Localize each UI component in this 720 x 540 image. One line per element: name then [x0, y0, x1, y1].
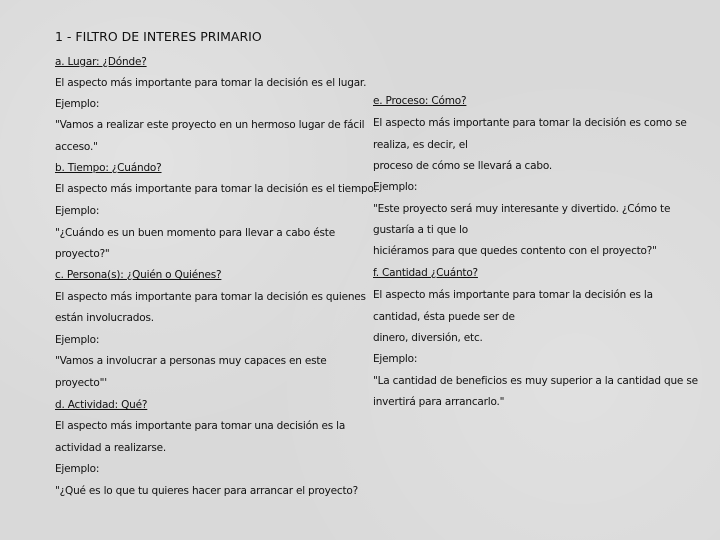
section-b-description: El aspecto más importante para tomar la decisión es el tiempo. [55, 183, 377, 195]
section-e-example-line-3: hiciéramos para que quedes contento con el proyecto?" [373, 245, 657, 257]
section-d-example-label: Ejemplo: [55, 463, 100, 475]
page-title: 1 - FILTRO DE INTERES PRIMARIO [55, 29, 262, 44]
section-b-heading: b. Tiempo: ¿Cuándo? [55, 162, 162, 174]
section-a-description: El aspecto más importante para tomar la decisión es el lugar. [55, 77, 367, 89]
section-a-example-line-1: "Vamos a realizar este proyecto en un hermoso lugar de fácil [55, 119, 365, 131]
section-b-example-line-1: "¿Cuándo es un buen momento para llevar a cabo éste [55, 227, 335, 239]
section-e-description-line-2: realiza, es decir, el [373, 139, 468, 151]
section-a-example-label: Ejemplo: [55, 98, 100, 110]
section-a-heading: a. Lugar: ¿Dónde? [55, 56, 147, 68]
section-f-description-line-3: dinero, diversión, etc. [373, 332, 483, 344]
section-c-description-line-2: están involucrados. [55, 312, 154, 324]
section-d-description-line-2: actividad a realizarse. [55, 442, 166, 454]
section-c-example-line-1: "Vamos a involucrar a personas muy capaces en este [55, 355, 327, 367]
section-d-description-line-1: El aspecto más importante para tomar una decisión es la [55, 420, 346, 432]
section-c-example-label: Ejemplo: [55, 334, 100, 346]
section-b-example-line-2: proyecto?" [55, 248, 110, 260]
section-e-description-line-1: El aspecto más importante para tomar la decisión es como se [373, 117, 687, 129]
section-f-heading: f. Cantidad ¿Cuánto? [373, 267, 478, 279]
section-e-heading: e. Proceso: Cómo? [373, 95, 467, 107]
section-c-description-line-1: El aspecto más importante para tomar la decisión es quienes [55, 291, 366, 303]
section-f-description-line-1: El aspecto más importante para tomar la decisión es la [373, 289, 653, 301]
section-c-heading: c. Persona(s): ¿Quién o Quiénes? [55, 269, 222, 281]
section-c-example-line-2: proyecto"' [55, 377, 107, 389]
section-d-example-line-1: "¿Qué es lo que tu quieres hacer para arrancar el proyecto? [55, 485, 358, 497]
section-d-heading: d. Actividad: Qué? [55, 399, 148, 411]
section-e-example-label: Ejemplo: [373, 181, 418, 193]
section-f-description-line-2: cantidad, ésta puede ser de [373, 311, 515, 323]
section-e-example-line-1: "Este proyecto será muy interesante y divertido. ¿Cómo te [373, 203, 671, 215]
section-f-example-line-2: invertirá para arrancarlo." [373, 396, 505, 408]
section-a-example-line-2: acceso." [55, 141, 98, 153]
section-f-example-label: Ejemplo: [373, 353, 418, 365]
section-e-description-line-3: proceso de cómo se llevará a cabo. [373, 160, 553, 172]
section-e-example-line-2: gustaría a ti que lo [373, 224, 468, 236]
section-b-example-label: Ejemplo: [55, 205, 100, 217]
section-f-example-line-1: "La cantidad de beneficios es muy superior a la cantidad que se [373, 375, 698, 387]
